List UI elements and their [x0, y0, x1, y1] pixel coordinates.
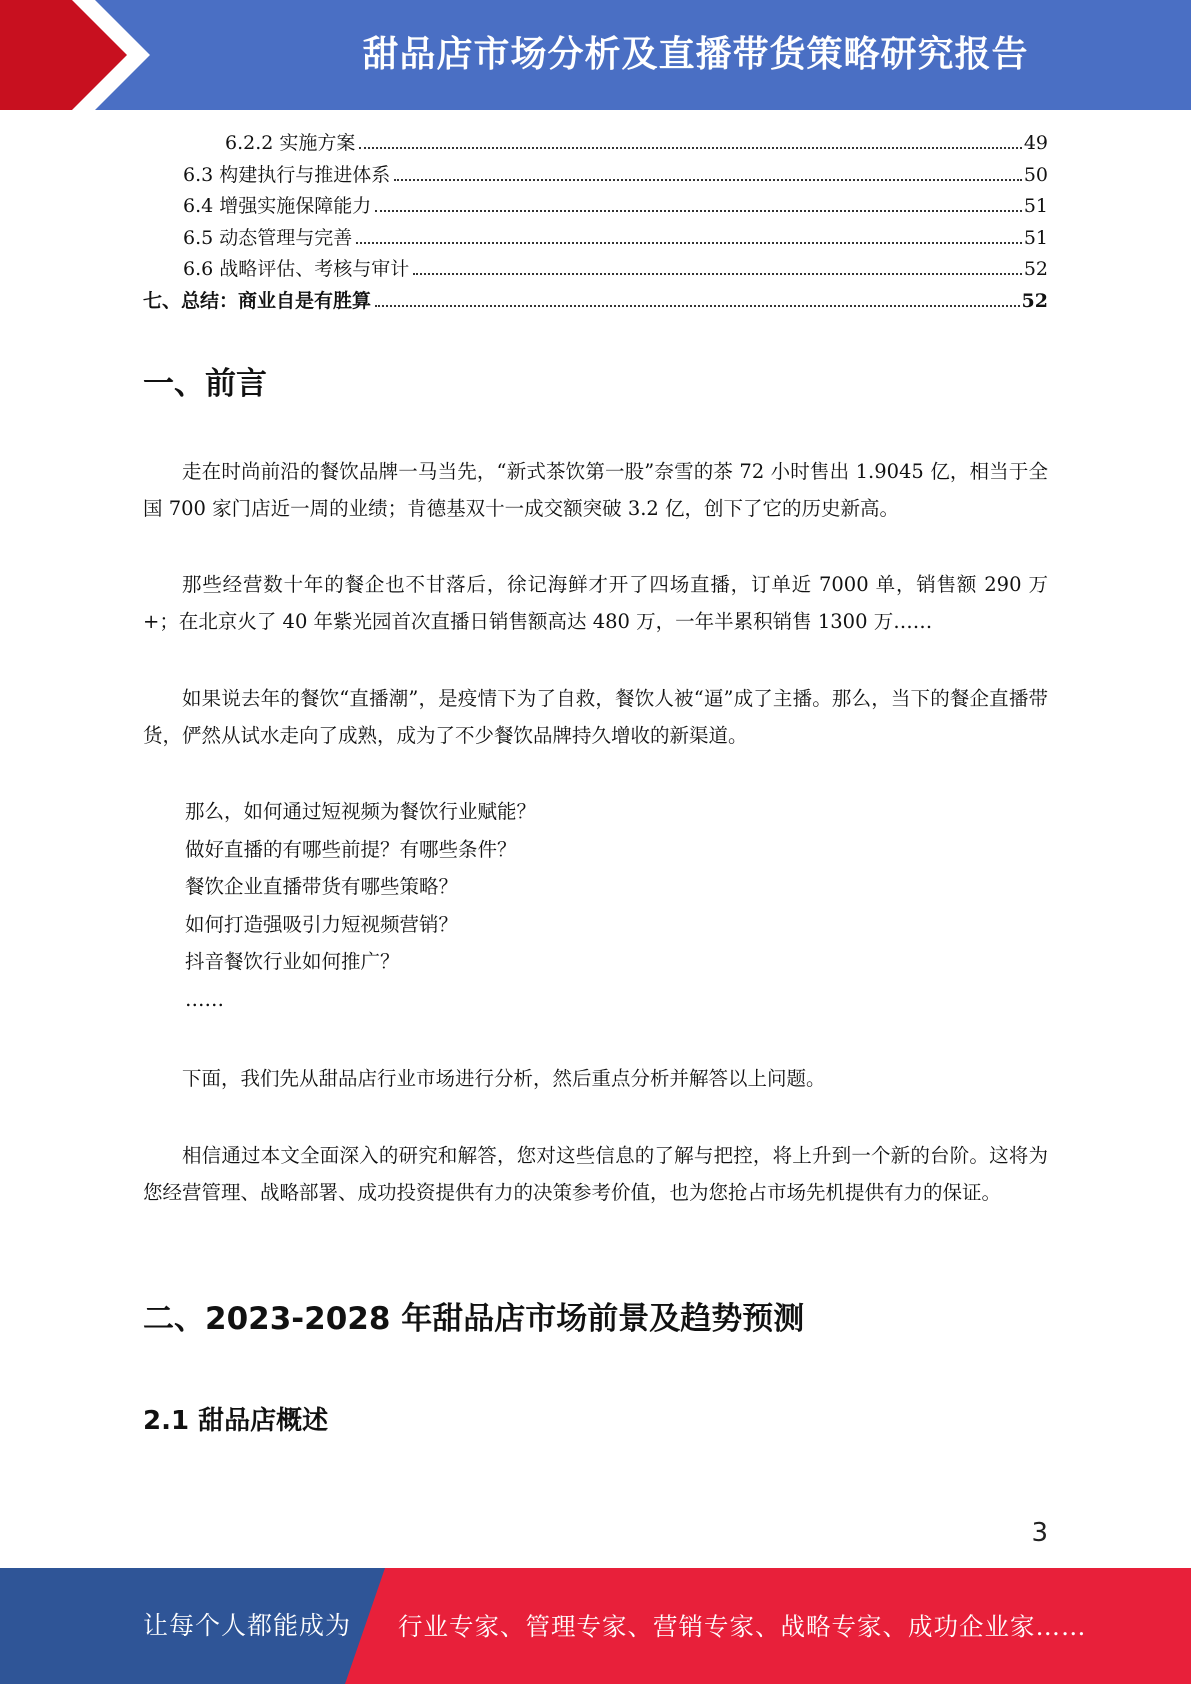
question-item: ……: [185, 987, 224, 1011]
page-number: 3: [1031, 1518, 1048, 1548]
toc-leader-dots: [375, 210, 1022, 212]
question-item: 那么，如何通过短视频为餐饮行业赋能？: [185, 800, 537, 823]
paragraph: 如果说去年的餐饮“直播潮”，是疫情下为了自救，餐饮人被“逼”成了主播。那么，当下的餐企直播带货，俨然从试水走向了成熟，成为了不少餐饮品牌持久增收的新渠道。: [143, 687, 1048, 747]
paragraph: 走在时尚前沿的餐饮品牌一马当先，“新式茶饮第一股”奈雪的茶 72 小时售出 1.9045 亿，相当于全国 700 家门店近一周的业绩；肯德基双十一成交额突破 3.2 亿，创下了它的历史新高。: [143, 460, 1048, 520]
toc-leader-dots: [413, 273, 1022, 275]
toc-leader-dots: [359, 147, 1021, 149]
toc-leader-dots: [394, 179, 1022, 181]
paragraph: 相信通过本文全面深入的研究和解答，您对这些信息的了解与把控，将上升到一个新的台阶。这将为您经营管理、战略部署、成功投资提供有力的决策参考价值，也为您抢占市场先机提供有力的保证。: [143, 1144, 1048, 1204]
toc-entry-page: 51: [1023, 195, 1048, 217]
section-heading-market-outlook: 二、2023-2028 年甜品店市场前景及趋势预测: [143, 1301, 805, 1337]
footer-slogan-left: 让每个人都能成为: [143, 1611, 352, 1640]
question-item: 如何打造强吸引力短视频营销？: [185, 912, 459, 936]
footer-slogan-right: 行业专家、管理专家、营销专家、战略专家、成功企业家……: [398, 1612, 1087, 1641]
toc-leader-dots: [375, 305, 1020, 307]
toc-entry-label: 6.2.2 实施方案: [225, 132, 356, 154]
question-item: 抖音餐饮行业如何推广？: [185, 950, 400, 973]
toc-entry[interactable]: [143, 191, 1048, 223]
toc-entry-label: 七、总结：商业自是有胜算: [143, 289, 372, 312]
toc-entry[interactable]: [143, 160, 1048, 192]
paragraph: 下面，我们先从甜品店行业市场进行分析，然后重点分析并解答以上问题。: [182, 1067, 826, 1090]
toc-entry-label: 6.4 增强实施保障能力: [183, 195, 372, 217]
toc-entry-page: 52: [1023, 258, 1048, 280]
toc-entry-page: 52: [1021, 289, 1048, 312]
question-item: 做好直播的有哪些前提？有哪些条件？: [185, 837, 517, 861]
toc-entry-label: 6.3 构建执行与推进体系: [183, 163, 391, 186]
toc-entry-label: 6.5 动态管理与完善: [183, 226, 353, 249]
section-heading-preface: 一、前言: [143, 366, 267, 402]
toc-entry-page: 49: [1023, 132, 1048, 154]
toc-leader-dots: [356, 242, 1022, 244]
toc-entry[interactable]: [143, 223, 1048, 255]
toc-entry[interactable]: [143, 128, 1048, 160]
header-banner: [0, 0, 1191, 110]
footer-banner: [0, 1568, 1191, 1684]
subsection-heading-overview: 2.1 甜品店概述: [143, 1406, 329, 1436]
paragraph: 那些经营数十年的餐企也不甘落后，徐记海鲜才开了四场直播，订单近 7000 单，销售额 290 万+；在北京火了 40 年紫光园首次直播日销售额高达 480 万，一年半累积销售 1300 万……: [143, 573, 1048, 633]
report-title: 甜品店市场分析及直播带货策略研究报告: [362, 34, 1029, 75]
toc-entry[interactable]: [143, 254, 1048, 286]
toc-entry-page: 50: [1023, 163, 1048, 186]
toc-entry[interactable]: [143, 286, 1048, 318]
toc-entry-page: 51: [1023, 226, 1048, 249]
question-list: [185, 793, 536, 1018]
toc-entry-label: 6.6 战略评估、考核与审计: [183, 258, 410, 280]
table-of-contents: [143, 128, 1048, 317]
question-item: 餐饮企业直播带货有哪些策略？: [185, 875, 459, 898]
